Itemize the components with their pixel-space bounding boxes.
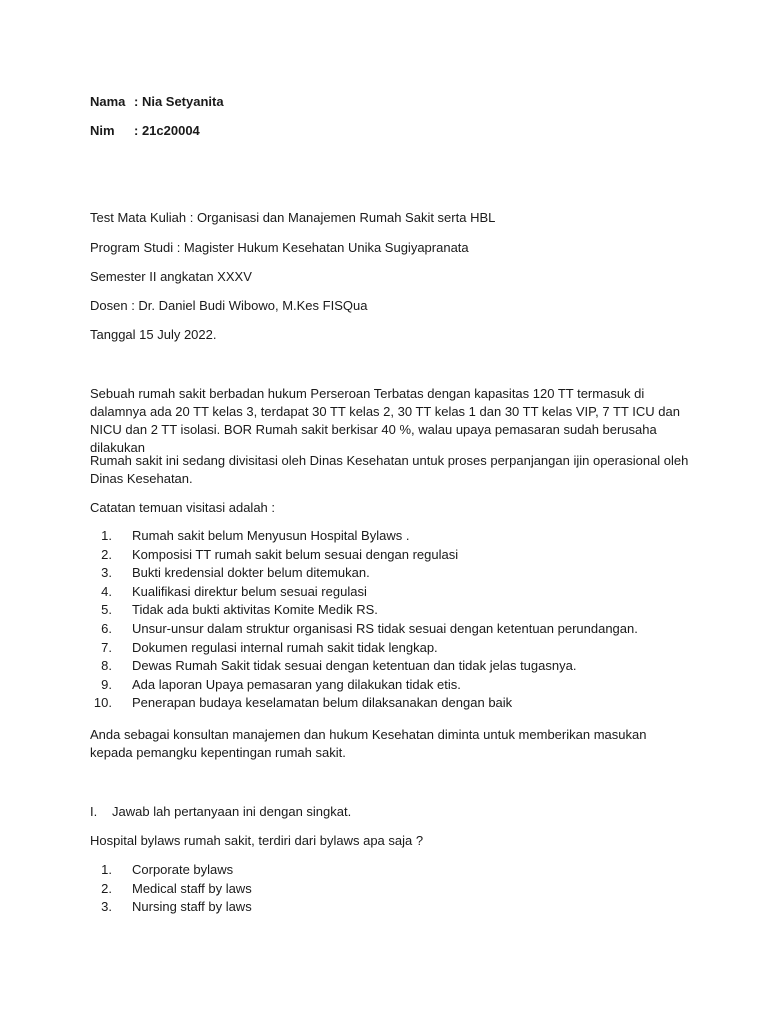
list-item: 4. Kualifikasi direktur belum sesuai regulasi [101, 583, 367, 599]
list-item: 2. Medical staff by laws [101, 880, 252, 896]
answers-list [90, 861, 690, 917]
lecturer-line: Dosen : Dr. Daniel Budi Wibowo, M.Kes FISQua [90, 298, 368, 313]
list-item: 3. Bukti kredensial dokter belum ditemukan. [101, 565, 370, 581]
section-heading [90, 804, 351, 819]
case-paragraph-3: Anda sebagai konsultan manajemen dan hukum Kesehatan diminta untuk memberikan masukan kepada pemangku kepentingan rumah sakit. [90, 727, 647, 760]
list-item: 2. Komposisi TT rumah sakit belum sesuai dengan regulasi [101, 546, 459, 562]
name-label: Nama [90, 94, 126, 109]
list-item: 1. Rumah sakit belum Menyusun Hospital Bylaws . [101, 528, 410, 543]
date-line: Tanggal 15 July 2022. [90, 327, 217, 342]
list-item: 6. Unsur-unsur dalam struktur organisasi RS tidak sesuai dengan ketentuan perundangan. [101, 620, 638, 636]
nim-label: Nim [90, 123, 115, 138]
nim-value: : 21c20004 [134, 123, 200, 138]
list-item: 8. Dewas Rumah Sakit tidak sesuai dengan ketentuan dan tidak jelas tugasnya. [101, 658, 577, 674]
case-paragraph-1: Sebuah rumah sakit berbadan hukum Perseroan Terbatas dengan kapasitas 120 TT termasuk di dalamnya ada 20 TT kelas 3, terdapat 30 TT kelas 2, 30 TT kelas 1 dan 30 TT kelas VIP, 7 TT ICU dan NICU dan 2 TT isolasi. BOR Rumah sakit berkisar 40 %, walau upaya pemasaran sudah berusaha dilakukan [90, 386, 680, 455]
program-line: Program Studi : Magister Hukum Kesehatan Unika Sugiyapranata [90, 240, 469, 255]
list-item: 5. Tidak ada bukti aktivitas Komite Medik RS. [101, 602, 378, 618]
name-value: : Nia Setyanita [134, 94, 224, 109]
list-item: 9. Ada laporan Upaya pemasaran yang dilakukan tidak etis. [101, 676, 461, 692]
list-item: 10. Penerapan budaya keselamatan belum dilaksanakan dengan baik [93, 695, 513, 711]
semester-line: Semester II angkatan XXXV [90, 269, 252, 284]
list-item: 3. Nursing staff by laws [101, 899, 252, 915]
section-numeral: I. [90, 804, 98, 819]
case-paragraph-2: Rumah sakit ini sedang divisitasi oleh Dinas Kesehatan untuk proses perpanjangan ijin operasional oleh Dinas Kesehatan. [90, 453, 689, 486]
section-heading-text: Jawab lah pertanyaan ini dengan singkat. [112, 804, 352, 819]
findings-list [90, 527, 690, 713]
student-nim-line [90, 123, 200, 138]
list-item: 1. Corporate bylaws [101, 862, 234, 877]
list-item: 7. Dokumen regulasi internal rumah sakit tidak lengkap. [101, 639, 438, 655]
findings-intro: Catatan temuan visitasi adalah : [90, 500, 275, 515]
course-line: Test Mata Kuliah : Organisasi dan Manajemen Rumah Sakit serta HBL [90, 210, 496, 225]
student-name-line [90, 94, 224, 109]
question-line: Hospital bylaws rumah sakit, terdiri dari bylaws apa saja ? [90, 833, 424, 848]
